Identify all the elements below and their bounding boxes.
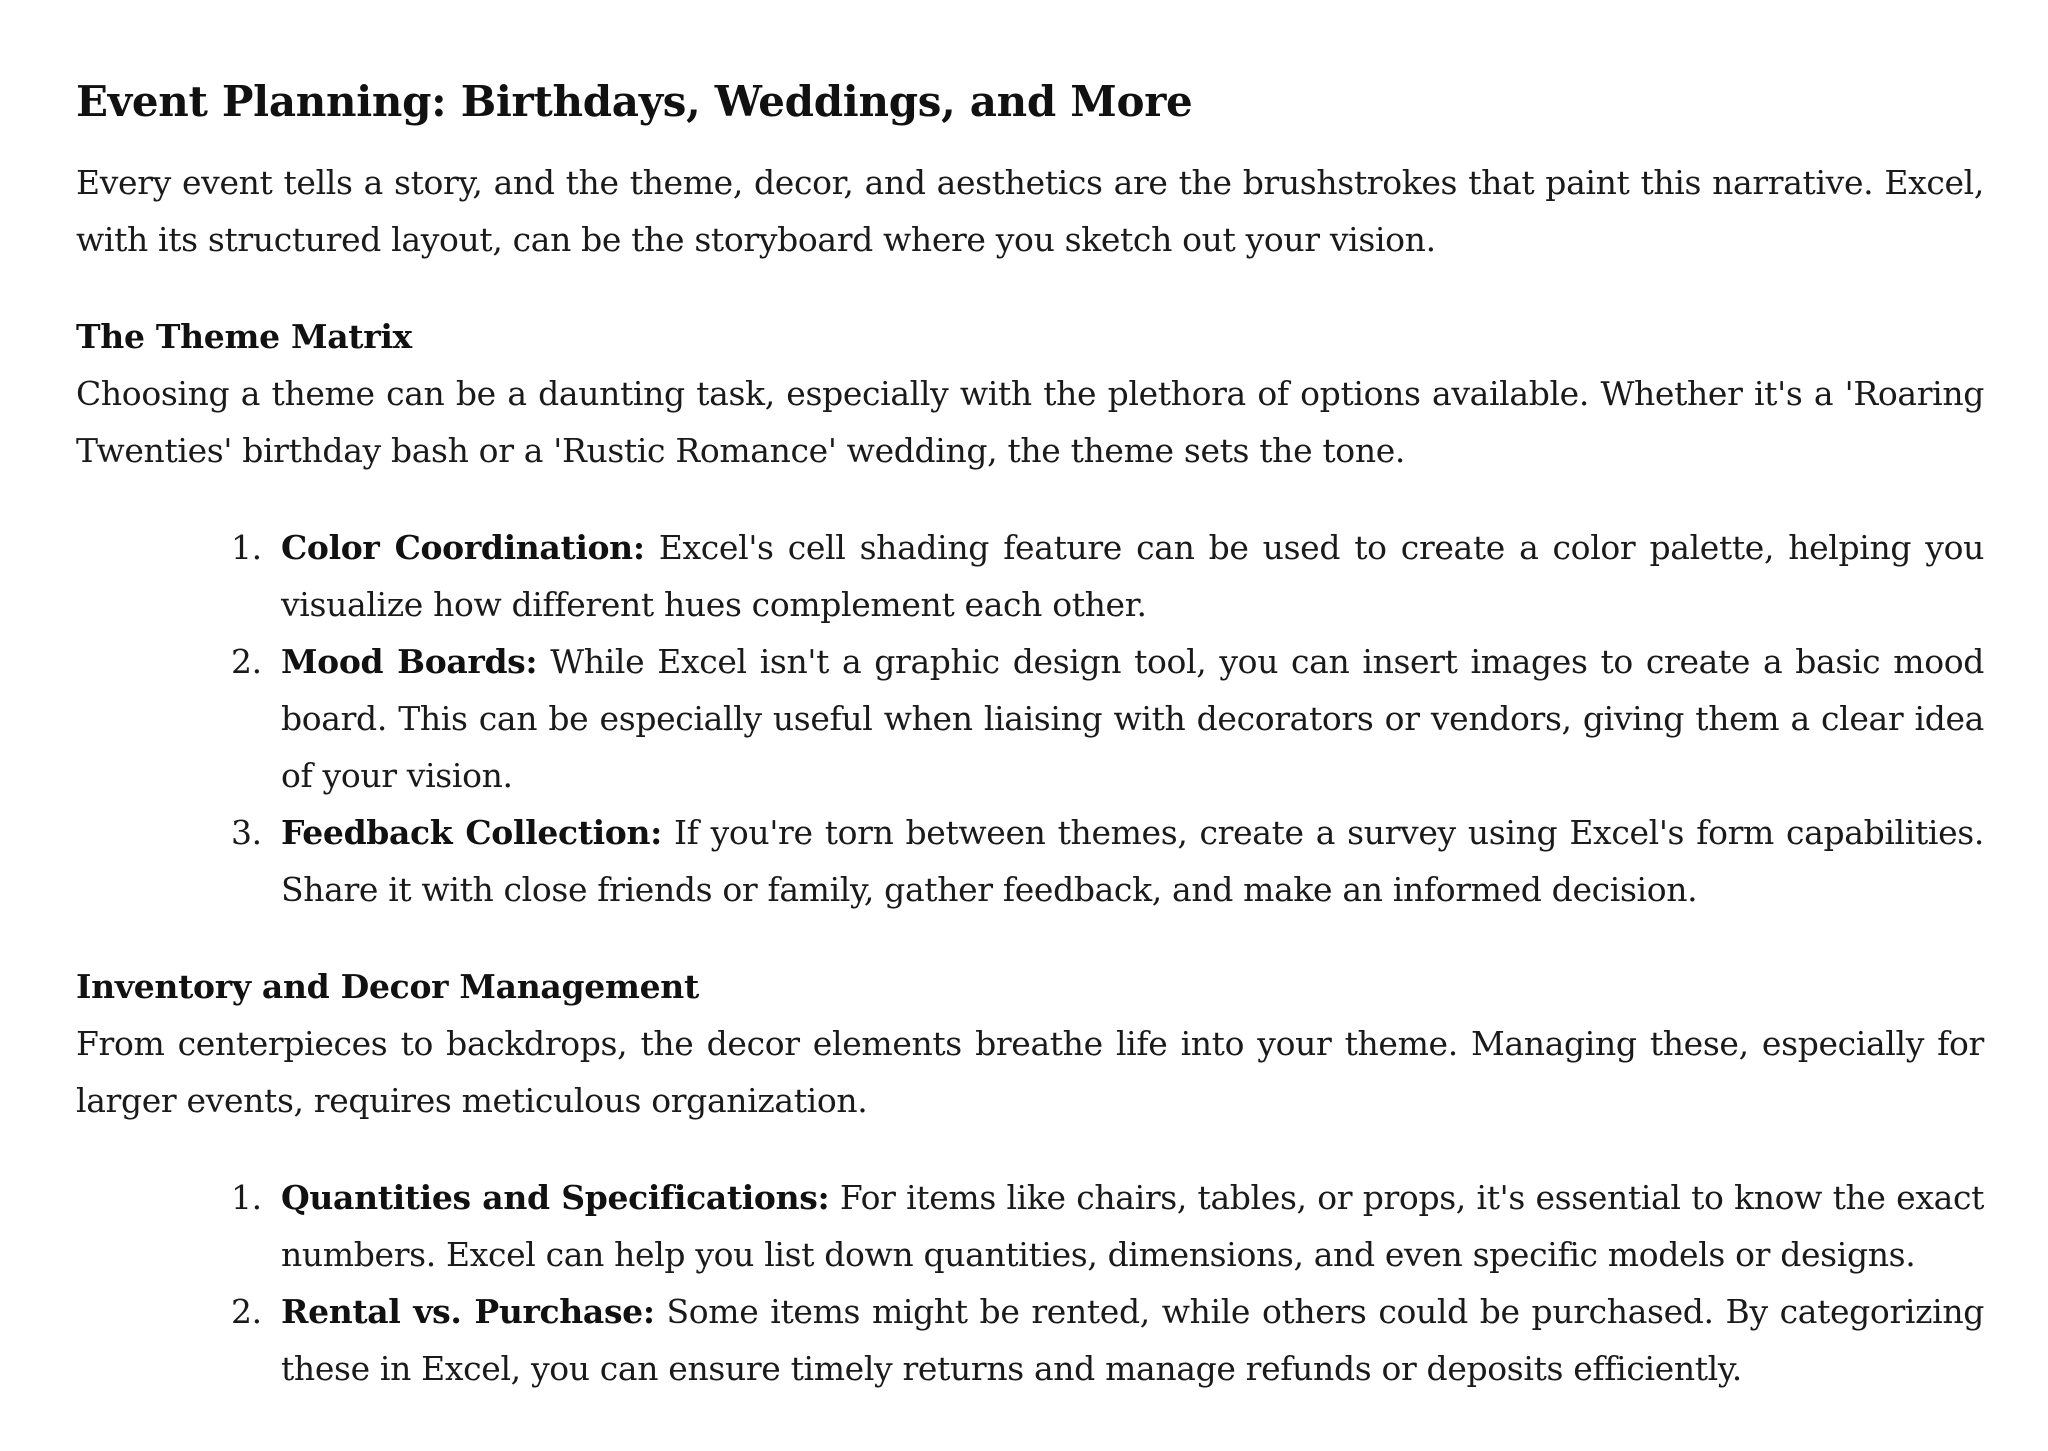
list-item (76, 804, 1984, 918)
list-item-term: Mood Boards: (281, 642, 538, 681)
list-item (76, 1169, 1984, 1283)
list-item (76, 519, 1984, 633)
list-item-number: 1. (231, 1178, 262, 1217)
page-title: Event Planning: Birthdays, Weddings, and More (76, 77, 1193, 126)
list-item-term: Quantities and Specifications: (281, 1178, 830, 1217)
list-item-number: 2. (231, 1292, 262, 1331)
document-page (76, 70, 1984, 1437)
list-item (76, 633, 1984, 804)
list-item-number: 2. (231, 642, 262, 681)
list-item-text: While Excel isn't a graphic design tool, you can insert images to create a basic mood board. This can be especially useful when liaising with decorators or vendors, giving them a clear idea of your vision. (281, 642, 1985, 795)
inventory-decor-list (76, 1169, 1984, 1397)
section-heading-inventory-decor: Inventory and Decor Management (76, 967, 699, 1006)
list-item-text: Some items might be rented, while others could be purchased. By categorizing these in Excel, you can ensure timely returns and manage refunds or deposits efficiently. (281, 1292, 1984, 1388)
list-item-text: For items like chairs, tables, or props, it's essential to know the exact numbers. Excel can help you list down quantities, dimensions, and even specific models or designs. (281, 1178, 1984, 1274)
list-item (76, 1283, 1984, 1397)
list-item-number: 3. (231, 813, 262, 852)
section-heading-theme-matrix: The Theme Matrix (76, 317, 412, 356)
list-item-number: 1. (231, 528, 262, 567)
theme-matrix-list (76, 519, 1984, 918)
list-item-term: Color Coordination: (281, 528, 645, 567)
list-item-term: Rental vs. Purchase: (281, 1292, 655, 1331)
list-item-text: Excel's cell shading feature can be used to create a color palette, helping you visualize how different hues complement each other. (281, 528, 1985, 624)
intro-paragraph: Every event tells a story, and the theme, decor, and aesthetics are the brushstrokes that paint this narrative. Excel, with its structured layout, can be the storyboard where you sketch out your vision. (76, 163, 1984, 259)
list-item-text: If you're torn between themes, create a survey using Excel's form capabilities. Share it with close friends or family, gather feedback, and make an informed decision. (281, 813, 1984, 909)
section-paragraph-theme-matrix: Choosing a theme can be a daunting task, especially with the plethora of options available. Whether it's a 'Roaring Twenties' birthday bash or a 'Rustic Romance' wedding, the theme sets the tone. (76, 374, 1984, 470)
list-item-term: Feedback Collection: (281, 813, 662, 852)
section-paragraph-inventory-decor: From centerpieces to backdrops, the decor elements breathe life into your theme. Managing these, especially for larger events, requires meticulous organization. (76, 1024, 1984, 1120)
